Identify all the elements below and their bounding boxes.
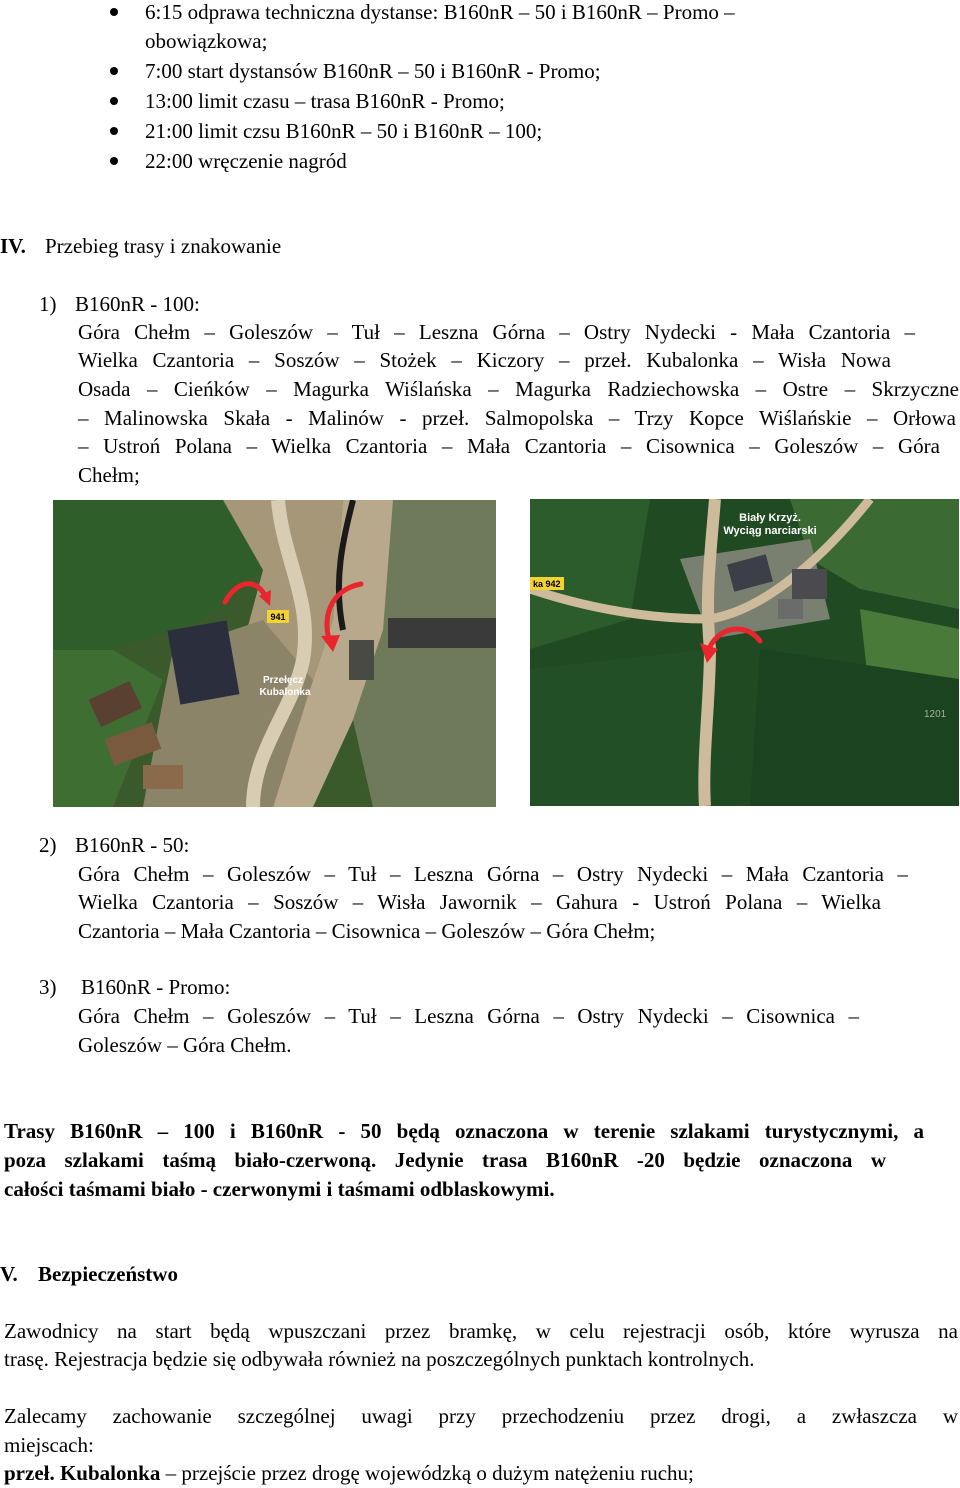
route-line: Góra Chełm – Goleszów – Tuł – Leszna Górna – Ostry Nydecki – Mała Czantoria – <box>78 862 908 886</box>
bullet <box>110 157 118 165</box>
bullet <box>110 8 118 16</box>
paragraph-line: trasę. Rejestracja będzie się odbywała również na poszczególnych punktach kontrolnych. <box>4 1347 755 1371</box>
route-number: 2) <box>39 833 57 857</box>
schedule-item-cont: obowiązkowa; <box>145 29 268 53</box>
route-name: B160nR - 50: <box>75 833 190 857</box>
route-line: Góra Chełm – Goleszów – Tuł – Leszna Górna – Ostry Nydecki - Mała Czantoria – <box>78 320 915 344</box>
route-line: Wielka Czantoria – Soszów – Stożek – Kiczory – przeł. Kubalonka – Wisła Nowa <box>78 348 891 372</box>
road-label: ka 942 <box>533 579 561 589</box>
route-name: B160nR - 100: <box>75 292 200 316</box>
place-label: Wyciąg narciarski <box>723 525 817 537</box>
schedule-item: 21:00 limit czsu B160nR – 50 i B160nR – 100; <box>145 119 543 143</box>
map-image-kubalonka <box>53 500 496 807</box>
route-line: – Malinowska Skała - Malinów - przeł. Salmopolska – Trzy Kopce Wiślańskie – Orłowa <box>78 406 956 430</box>
note-line: Trasy B160nR – 100 i B160nR - 50 będą oznaczona w terenie szlakami turystycznymi, a <box>4 1119 924 1143</box>
paragraph-line: Zawodnicy na start będą wpuszczani przez bramkę, w celu rejestracji osób, które wyrusza na <box>4 1319 958 1343</box>
place-label: Przełęcz <box>262 675 304 686</box>
section-number: IV. <box>0 234 26 258</box>
route-line: Osada – Cieńków – Magurka Wiślańska – Magurka Radziechowska – Ostre – Skrzyczne <box>78 377 959 401</box>
paragraph-line: Zalecamy zachowanie szczególnej uwagi przy przechodzeniu przez drogi, a zwłaszcza w <box>4 1404 958 1428</box>
route-line: Czantoria – Mała Czantoria – Cisownica – Goleszów – Góra Chełm; <box>78 919 656 943</box>
note-line: całości taśmami biało - czerwonymi i taśmami odblaskowymi. <box>4 1177 555 1201</box>
map-image-svg <box>530 499 959 806</box>
route-line: Góra Chełm – Goleszów – Tuł – Leszna Górna – Ostry Nydecki – Cisownica – <box>78 1004 859 1028</box>
route-name: B160nR - Promo: <box>81 975 231 999</box>
schedule-item: 7:00 start dystansów B160nR – 50 i B160nR - Promo; <box>145 59 601 83</box>
route-number: 1) <box>39 292 57 316</box>
section-title: Przebieg trasy i znakowanie <box>45 234 282 258</box>
corner-label: 1201 <box>924 709 947 720</box>
bullet <box>110 127 118 135</box>
section-number: V. <box>0 1262 18 1286</box>
paragraph-line: miejscach: <box>4 1433 94 1457</box>
place-label: Kubalonka <box>259 687 311 698</box>
route-line: – Ustroń Polana – Wielka Czantoria – Mała Czantoria – Cisownica – Goleszów – Góra <box>78 434 940 458</box>
route-number: 3) <box>39 975 57 999</box>
note-line: poza szlakami taśmą biało-czerwoną. Jedynie trasa B160nR -20 będzie oznaczona w <box>4 1148 886 1172</box>
route-line: Goleszów – Góra Chełm. <box>78 1033 292 1057</box>
section-title: Bezpieczeństwo <box>38 1262 178 1286</box>
place-name: przeł. Kubalonka <box>4 1461 161 1485</box>
schedule-item: 6:15 odprawa techniczna dystanse: B160nR – 50 i B160nR – Promo – <box>145 0 735 24</box>
road-number-label: 941 <box>270 612 286 622</box>
route-line: Wielka Czantoria – Soszów – Wisła Jawornik – Gahura - Ustroń Polana – Wielka <box>78 890 881 914</box>
schedule-item: 22:00 wręczenie nagród <box>145 149 347 173</box>
warning-text: – przejście przez drogę wojewódzką o dużym natężeniu ruchu; <box>160 1461 694 1485</box>
place-label: Biały Krzyż. <box>739 512 801 524</box>
safety-last-line <box>4 1459 694 1487</box>
bullet <box>110 97 118 105</box>
map-image-bialy-krzyz <box>530 499 959 806</box>
map-image-svg <box>53 500 496 807</box>
bullet <box>110 67 118 75</box>
route-line: Chełm; <box>78 463 140 487</box>
schedule-item: 13:00 limit czasu – trasa B160nR - Promo; <box>145 89 505 113</box>
